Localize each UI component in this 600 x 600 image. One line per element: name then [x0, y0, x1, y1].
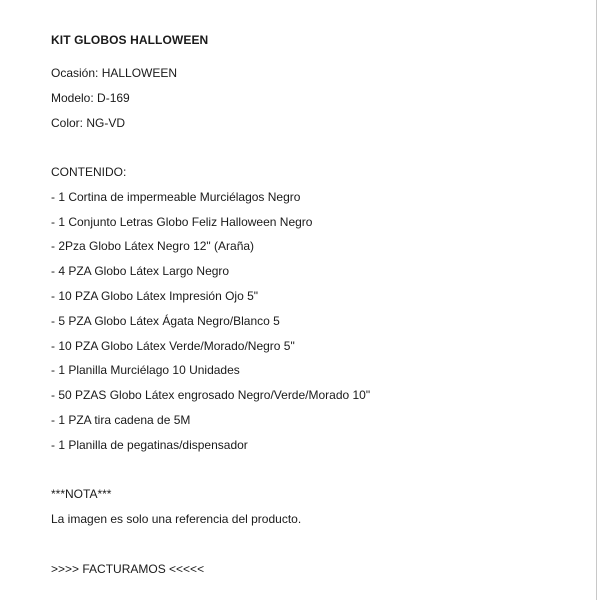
- document-title: KIT GLOBOS HALLOWEEN: [51, 33, 209, 47]
- contents-item: - 50 PZAS Globo Látex engrosado Negro/Verde/Morado 10": [51, 388, 371, 402]
- contents-item: - 1 Planilla de pegatinas/dispensador: [51, 438, 248, 452]
- contents-item: - 1 PZA tira cadena de 5M: [51, 413, 191, 427]
- contents-item: - 2Pza Globo Látex Negro 12" (Araña): [51, 239, 255, 253]
- contents-item: - 1 Cortina de impermeable Murciélagos Negro: [51, 190, 301, 204]
- contents-item: - 1 Planilla Murciélago 10 Unidades: [51, 363, 240, 377]
- contents-item: - 10 PZA Globo Látex Impresión Ojo 5": [51, 289, 259, 303]
- contents-heading: CONTENIDO:: [51, 165, 127, 179]
- note-heading: ***NOTA***: [51, 487, 112, 501]
- footer-text: >>>> FACTURAMOS <<<<<: [51, 562, 205, 576]
- color-line: Color: NG-VD: [51, 116, 126, 130]
- page-edge-divider: [596, 0, 597, 600]
- contents-item: - 1 Conjunto Letras Globo Feliz Halloween Negro: [51, 215, 313, 229]
- contents-item: - 4 PZA Globo Látex Largo Negro: [51, 264, 230, 278]
- model-line: Modelo: D-169: [51, 91, 130, 105]
- contents-item: - 5 PZA Globo Látex Ágata Negro/Blanco 5: [51, 314, 280, 328]
- contents-item: - 10 PZA Globo Látex Verde/Morado/Negro 5": [51, 339, 295, 353]
- occasion-line: Ocasión: HALLOWEEN: [51, 66, 178, 80]
- note-text: La imagen es solo una referencia del producto.: [51, 512, 302, 526]
